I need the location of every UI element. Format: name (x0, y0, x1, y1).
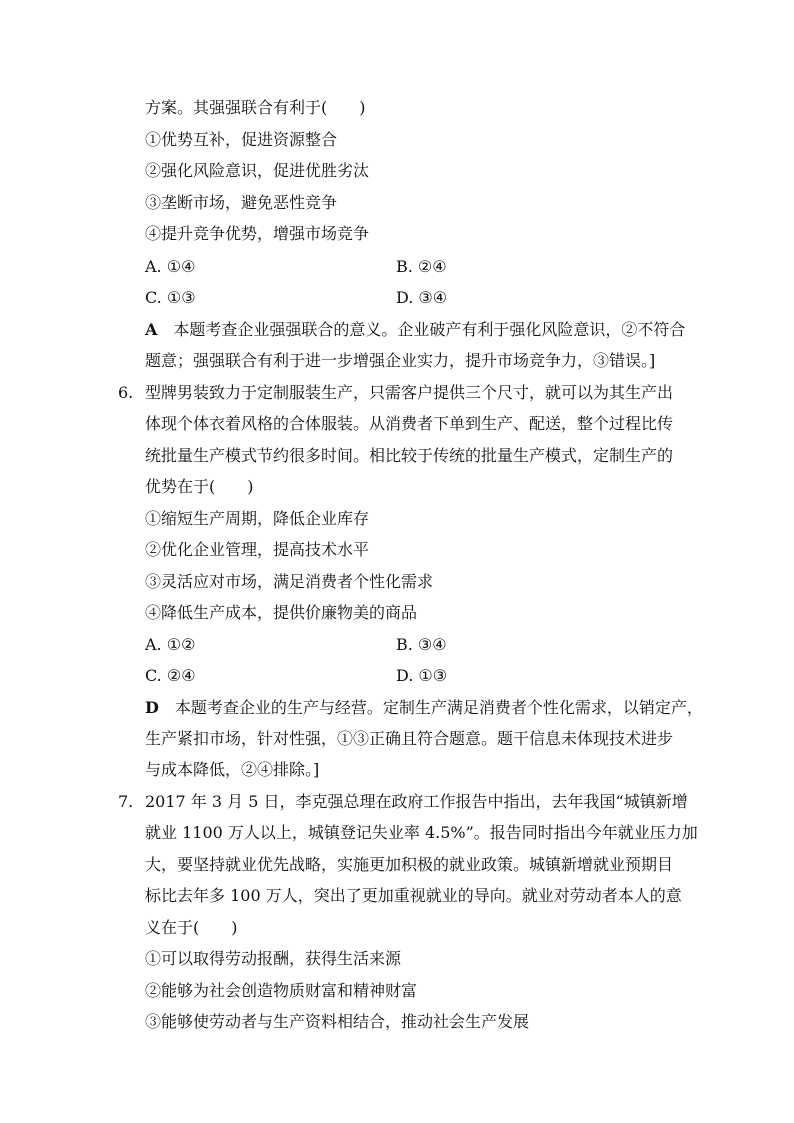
q6-option-3: ③灵活应对市场，满足消费者个性化需求 (145, 572, 434, 591)
q5-explanation-line-2: 题意；强强联合有利于进一步增强企业实力，提升市场竞争力，③错误。] (145, 351, 656, 370)
q7-stem-line-4: 标比去年多 100 万人，突出了更加重视就业的导向。就业对劳动者本人的意 (145, 886, 682, 905)
q6-explanation-line-3: 与成本降低，②④排除。] (145, 760, 320, 779)
q6-stem-line-3: 统批量生产模式节约很多时间。相比较于传统的批量生产模式，定制生产的 (145, 446, 674, 465)
q7-stem-line-1: 2017 年 3 月 5 日，李克强总理在政府工作报告中指出，去年我国“城镇新增 (145, 792, 688, 811)
q7-stem-line-5: 义在于( ) (145, 918, 238, 937)
q6-stem-line-2: 体现个体衣着风格的合体服装。从消费者下单到生产、配送，整个过程比传 (145, 414, 674, 433)
q5-choice-d: D. ③④ (396, 288, 448, 307)
q5-option-2: ②强化风险意识，促进优胜劣汰 (145, 161, 370, 180)
q6-explanation-text-1: 本题考查企业的生产与经营。定制生产满足消费者个性化需求，以销定产， (174, 698, 703, 717)
q6-choice-b: B. ③④ (396, 635, 447, 654)
q6-choice-a: A. ①② (145, 635, 196, 654)
q6-number: 6. (118, 383, 134, 402)
q7-option-1: ①可以取得劳动报酬，获得生活来源 (145, 949, 402, 968)
q6-stem-line-4: 优势在于( ) (145, 477, 254, 496)
q5-option-3: ③垄断市场，避免恶性竞争 (145, 193, 338, 212)
q7-option-2: ②能够为社会创造物质财富和精神财富 (145, 981, 418, 1000)
q7-stem-line-2: 就业 1100 万人以上，城镇登记失业率 4.5%”。报告同时指出今年就业压力加 (145, 823, 698, 842)
q5-option-4: ④提升竞争优势，增强市场竞争 (145, 224, 370, 243)
q6-explanation-line-1 (145, 698, 703, 718)
q6-choice-c: C. ②④ (145, 666, 196, 685)
q6-choice-d: D. ①③ (396, 666, 448, 685)
q5-choice-c: C. ①③ (145, 288, 196, 307)
q6-option-4: ④降低生产成本，提供价廉物美的商品 (145, 603, 418, 622)
q6-option-2: ②优化企业管理，提高技术水平 (145, 540, 370, 559)
q5-choice-a: A. ①④ (145, 257, 196, 276)
q6-answer-letter: D (145, 698, 159, 717)
q5-choice-b: B. ②④ (396, 257, 447, 276)
q5-stem-tail: 方案。其强强联合有利于( ) (145, 98, 366, 117)
q7-option-3: ③能够使劳动者与生产资料相结合，推动社会生产发展 (145, 1012, 530, 1031)
q5-explanation-text-1: 本题考查企业强强联合的意义。企业破产有利于强化风险意识，②不符合 (173, 320, 686, 339)
q5-option-1: ①优势互补，促进资源整合 (145, 130, 338, 149)
q5-explanation-line-1 (145, 320, 685, 340)
q5-answer-letter: A (145, 320, 158, 339)
q6-stem-line-1: 型牌男装致力于定制服装生产，只需客户提供三个尺寸，就可以为其生产出 (145, 383, 674, 402)
q7-number: 7. (118, 792, 134, 811)
q6-option-1: ①缩短生产周期，降低企业库存 (145, 509, 370, 528)
q6-explanation-line-2: 生产紧扣市场，针对性强，①③正确且符合题意。题干信息未体现技术进步 (145, 729, 674, 748)
q7-stem-line-3: 大，要坚持就业优先战略，实施更加积极的就业政策。城镇新增就业预期目 (145, 855, 674, 874)
